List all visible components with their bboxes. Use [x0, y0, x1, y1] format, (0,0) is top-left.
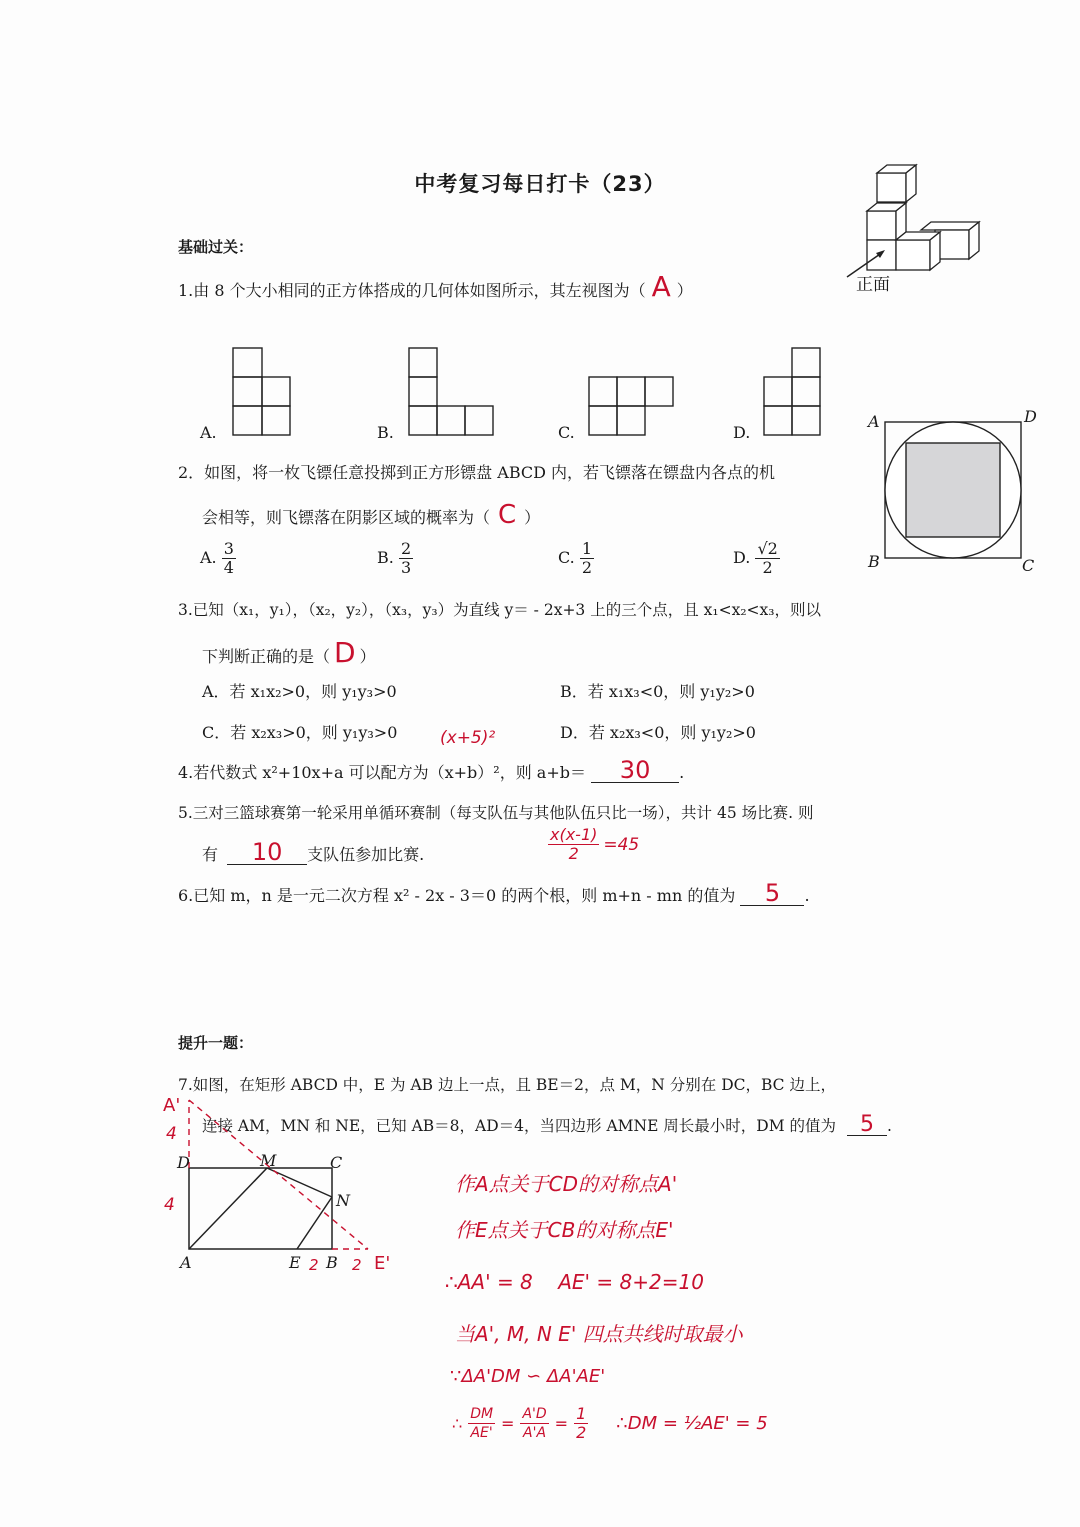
fraction: $\frac{1}{2}$ — [581, 539, 593, 577]
q7-label-d: D — [177, 1153, 190, 1172]
q1-option-d-figure — [763, 347, 825, 437]
q2-label-a: A — [868, 412, 880, 431]
q1-option-b-label: B. — [377, 423, 394, 442]
q7-label-e-prime: E' — [374, 1253, 391, 1274]
q7-label-e: E — [289, 1253, 301, 1272]
q7-label-four-top: 4 — [166, 1124, 177, 1144]
question-2-line2: 会相等，则飞镖落在阴影区域的概率为（ C ） — [202, 500, 541, 530]
q1-option-c-label: C. — [558, 423, 575, 442]
q2-option-d: D. $\frac{√2}{2}$ — [733, 539, 778, 577]
q7-label-c: C — [330, 1153, 343, 1172]
q1-option-c-figure — [588, 376, 678, 438]
q2-label-b: B — [868, 552, 880, 571]
q7-label-two-be: 2 — [352, 1256, 362, 1274]
question-1: 1.由 8 个大小相同的正方体搭成的几何体如图所示，其左视图为（ A ） — [178, 270, 693, 303]
question-7-line2: 连接 AM，MN 和 NE，已知 AB＝8，AD＝4，当四边形 AMNE 周长最小时，DM 的值为 5 . — [202, 1112, 892, 1137]
q2-option-b: B. $\frac{2}{3}$ — [377, 539, 412, 577]
q7-rectangle-figure — [150, 1090, 410, 1280]
q2-dartboard-figure — [880, 418, 1030, 568]
q3-option-b: B．若 x₁x₃<0，则 y₁y₂>0 — [560, 682, 755, 701]
solution-line-1: 作A点关于CD的对称点A' — [455, 1172, 678, 1196]
q7-answer-blank[interactable]: 5 — [847, 1117, 887, 1136]
solution-line-2: 作E点关于CB的对称点E' — [455, 1218, 674, 1242]
section-advanced-heading: 提升一题： — [178, 1034, 254, 1052]
q7-label-two-eb: 2 — [309, 1256, 319, 1274]
solution-line-5: ∵ΔA'DM ∽ ΔA'AE' — [450, 1366, 606, 1387]
question-3-line2: 下判断正确的是（ D ） — [202, 636, 376, 669]
solution-line-3: ∴AA' = 8 AE' = 8+2=10 — [445, 1270, 704, 1294]
question-3-line1: 3.已知（x₁，y₁），（x₂，y₂），（x₃，y₃）为直线 y＝ - 2x+3 上的三个点，且 x₁<x₂<x₃，则以 — [178, 601, 821, 619]
q2-label-d: D — [1024, 407, 1037, 426]
q6-answer-blank[interactable]: 5 — [740, 887, 804, 906]
q1-option-d-label: D. — [733, 423, 751, 442]
q2-label-c: C — [1022, 556, 1035, 575]
fraction: $\frac{2}{3}$ — [400, 539, 412, 577]
question-5-line1: 5.三对三篮球赛第一轮采用单循环赛制（每支队伍与其他队伍只比一场），共计 45 场比赛. 则 — [178, 804, 814, 822]
q5-handwritten-note: $\frac{x(x-1)}{2}$ =45 — [550, 825, 640, 863]
solution-line-6: ∴ $\frac{DM}{AE'}$ = $\frac{A'D}{A'A}$ = $\frac{1}{2}$ ∴DM = ½AE' = 5 — [452, 1404, 768, 1442]
q3-option-a: A．若 x₁x₂>0，则 y₁y₃>0 — [202, 682, 397, 701]
q4-handwritten-note: (x+5)² — [440, 728, 496, 748]
q2-answer: C — [498, 500, 517, 530]
q7-label-b: B — [326, 1253, 338, 1272]
q1-option-a-label: A. — [200, 423, 217, 442]
page-title: 中考复习每日打卡（23） — [414, 172, 666, 196]
fraction: $\frac{3}{4}$ — [223, 539, 234, 577]
question-4: 4.若代数式 x²+10x+a 可以配方为（x+b）²，则 a+b＝ 30 . — [178, 756, 685, 784]
question-6: 6.已知 m，n 是一元二次方程 x² - 2x - 3＝0 的两个根，则 m+n - mn 的值为 5 . — [178, 879, 810, 907]
fraction: $\frac{√2}{2}$ — [757, 539, 778, 577]
q3-answer: D — [334, 636, 356, 669]
front-label: 正面 — [856, 275, 890, 295]
q7-label-a-prime: A' — [163, 1095, 181, 1116]
q7-label-m: M — [260, 1151, 277, 1170]
question-7-line1: 7.如图，在矩形 ABCD 中，E 为 AB 边上一点，且 BE＝2，点 M，N 分别在 DC，BC 边上， — [178, 1076, 836, 1094]
q7-label-a: A — [180, 1253, 192, 1272]
q2-option-a: A. $\frac{3}{4}$ — [200, 539, 234, 577]
q2-option-c: C. $\frac{1}{2}$ — [558, 539, 593, 577]
q1-option-b-figure — [408, 347, 498, 437]
q4-answer-blank[interactable]: 30 — [591, 764, 679, 783]
q1-option-a-figure — [232, 347, 292, 437]
q7-label-four-left: 4 — [164, 1195, 175, 1215]
q1-answer: A — [651, 270, 671, 303]
q3-option-c: C．若 x₂x₃>0，则 y₁y₃>0 — [202, 723, 398, 742]
q3-option-d: D．若 x₂x₃<0，则 y₁y₂>0 — [560, 723, 756, 742]
q7-label-n: N — [336, 1191, 350, 1210]
section-basic-heading: 基础过关： — [178, 238, 254, 256]
question-2-line1: 2．如图，将一枚飞镖任意投掷到正方形镖盘 ABCD 内，若飞镖落在镖盘内各点的机 — [178, 463, 776, 482]
q5-answer-blank[interactable]: 10 — [227, 846, 307, 865]
solution-line-4: 当A', M, N E' 四点共线时取最小 — [455, 1322, 743, 1346]
question-5-line2: 有 10 支队伍参加比赛. — [202, 838, 425, 866]
